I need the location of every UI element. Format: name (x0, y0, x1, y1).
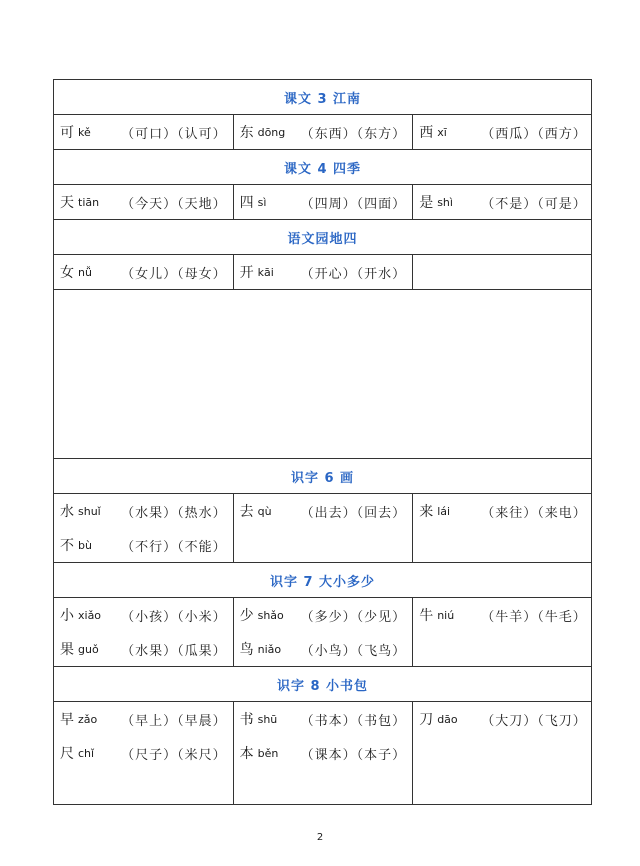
table-row (54, 115, 591, 150)
word-pairs: （水果）（瓜果） (121, 643, 227, 659)
word-pairs: （书本）（书包） (300, 713, 407, 729)
character-entry (240, 115, 407, 149)
character-entry (60, 702, 227, 736)
section-title: 语文园地四 (54, 220, 591, 255)
pinyin: sì (257, 195, 267, 209)
character: 可 (60, 125, 74, 141)
character: 不 (60, 538, 74, 554)
word-pairs: （西瓜）（西方） (481, 126, 587, 142)
pinyin: niú (437, 608, 455, 622)
character: 女 (60, 265, 74, 281)
word-pairs: （四周）（四面） (300, 196, 407, 212)
character: 东 (239, 125, 254, 141)
table-row (54, 185, 591, 220)
pinyin: shū (257, 712, 278, 726)
table-row (54, 598, 591, 667)
table-cell (413, 494, 593, 562)
character-entry (240, 255, 407, 289)
pinyin: tiān (78, 195, 100, 209)
character-entry (419, 185, 587, 219)
word-pairs: （大刀）（飞刀） (481, 713, 587, 729)
pinyin: zǎo (78, 712, 98, 726)
pinyin: chǐ (78, 746, 95, 760)
character: 去 (239, 504, 254, 520)
character: 果 (60, 642, 74, 658)
character-entry (60, 632, 227, 666)
section-title: 识字 7 大小多少 (54, 563, 591, 598)
character-entry (419, 115, 587, 149)
page-number: 2 (316, 832, 324, 843)
table-cell (413, 598, 593, 666)
table-cell (54, 702, 234, 804)
table-cell (413, 185, 593, 219)
word-pairs: （不是）（可是） (481, 196, 587, 212)
pinyin: dāo (437, 712, 458, 726)
word-pairs: （尺子）（米尺） (121, 747, 227, 763)
table-cell (234, 185, 414, 219)
character-entry (60, 736, 227, 770)
word-pairs: （早上）（早晨） (121, 713, 227, 729)
table-cell (234, 255, 414, 289)
character-entry (419, 494, 587, 528)
character: 四 (239, 195, 254, 211)
character-entry (60, 255, 227, 289)
word-pairs: （小孩）（小米） (121, 609, 227, 625)
blank-area (54, 290, 591, 459)
character-entry (60, 598, 227, 632)
word-pairs: （课本）（本子） (300, 747, 407, 763)
pinyin: dōng (257, 125, 286, 139)
table-row (54, 702, 591, 804)
character-entry (240, 494, 407, 528)
table-cell (413, 115, 593, 149)
pinyin: nǚ (78, 265, 92, 279)
character: 来 (419, 504, 434, 520)
character-entry (419, 598, 587, 632)
character-entry (240, 185, 407, 219)
pinyin: lái (437, 504, 451, 518)
section-title: 识字 6 画 (54, 459, 591, 494)
pinyin: xī (437, 125, 447, 139)
character: 本 (239, 746, 254, 762)
word-pairs: （牛羊）（牛毛） (481, 609, 587, 625)
word-pairs: （出去）（回去） (300, 505, 407, 521)
section-title: 识字 8 小书包 (54, 667, 591, 702)
character: 鸟 (239, 642, 254, 658)
word-pairs: （水果）（热水） (121, 505, 227, 521)
character-entry (60, 185, 227, 219)
character: 是 (419, 195, 434, 211)
table-cell (54, 115, 234, 149)
word-pairs: （东西）（东方） (300, 126, 407, 142)
character: 早 (60, 712, 74, 728)
character: 西 (419, 125, 434, 141)
table-cell (234, 598, 414, 666)
pinyin: xiǎo (78, 608, 102, 622)
word-pairs: （多少）（少见） (300, 609, 407, 625)
character: 尺 (60, 746, 74, 762)
table-cell (54, 185, 234, 219)
character-entry (60, 528, 227, 562)
character: 小 (60, 608, 74, 624)
table-cell (413, 255, 591, 289)
pinyin: guǒ (78, 642, 99, 656)
section-title: 课文 4 四季 (54, 150, 591, 185)
pinyin: bù (78, 538, 92, 552)
character-entry (419, 702, 587, 736)
vocab-table (53, 79, 592, 805)
pinyin: qù (257, 504, 272, 518)
word-pairs: （来往）（来电） (481, 505, 587, 521)
character-entry (240, 632, 407, 666)
character: 少 (239, 608, 254, 624)
word-pairs: （小鸟）（飞鸟） (300, 643, 407, 659)
pinyin: shǎo (257, 608, 284, 622)
table-cell (413, 702, 593, 804)
word-pairs: （可口）（认可） (121, 126, 227, 142)
character-entry (60, 115, 227, 149)
character: 刀 (419, 712, 434, 728)
table-cell (234, 494, 414, 562)
table-row (54, 494, 591, 563)
character: 书 (239, 712, 254, 728)
word-pairs: （今天）（天地） (121, 196, 227, 212)
character-entry (60, 494, 227, 528)
character: 水 (60, 504, 74, 520)
character-entry (240, 598, 407, 632)
table-row (54, 255, 591, 290)
pinyin: shì (437, 195, 453, 209)
word-pairs: （开心）（开水） (300, 266, 407, 282)
pinyin: shuǐ (78, 504, 101, 518)
character-entry (240, 702, 407, 736)
character: 开 (239, 265, 254, 281)
character: 天 (60, 195, 74, 211)
character-entry (240, 736, 407, 770)
pinyin: niǎo (257, 642, 282, 656)
table-cell (54, 255, 234, 289)
word-pairs: （不行）（不能） (121, 539, 227, 555)
table-cell (54, 598, 234, 666)
table-cell (54, 494, 234, 562)
section-title: 课文 3 江南 (54, 80, 591, 115)
word-pairs: （女儿）（母女） (121, 266, 227, 282)
table-cell (234, 115, 414, 149)
table-cell (234, 702, 414, 804)
character: 牛 (419, 608, 434, 624)
pinyin: kě (78, 125, 91, 139)
pinyin: kāi (257, 265, 274, 279)
pinyin: běn (257, 746, 279, 760)
